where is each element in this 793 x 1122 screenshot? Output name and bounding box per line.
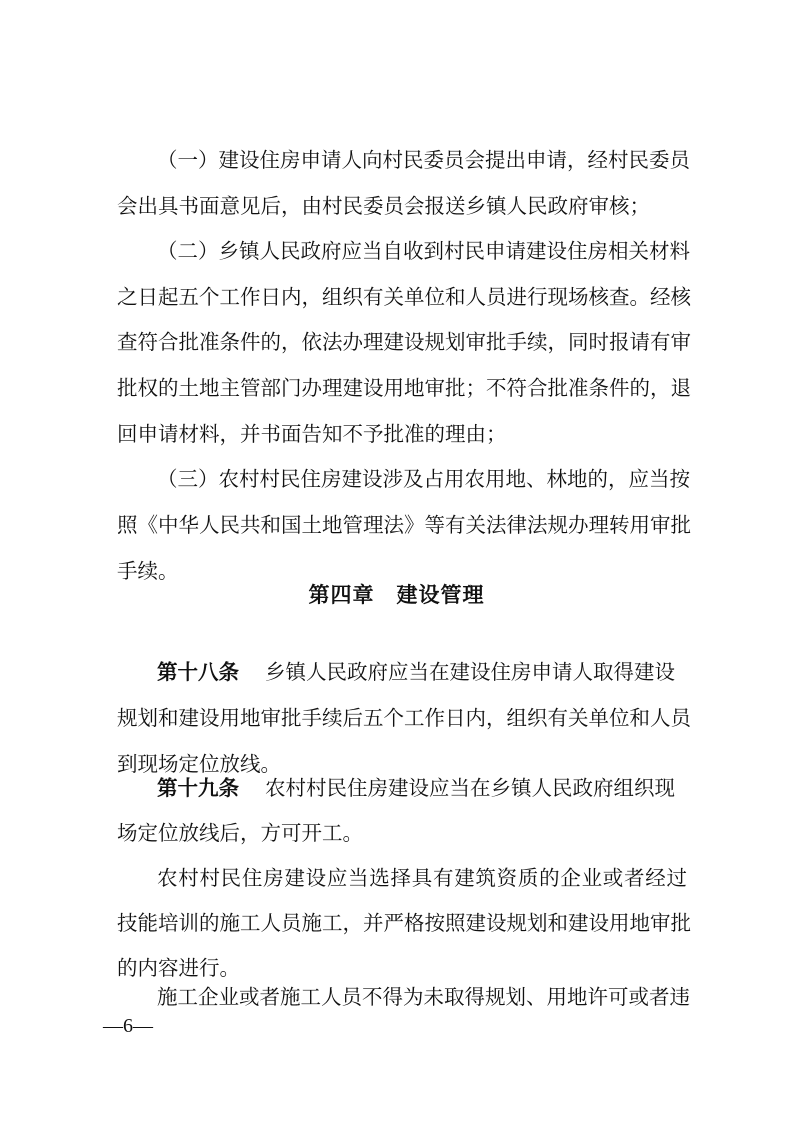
article-19-text: 农村村民住房建设应当在乡镇人民政府组织现 bbox=[265, 776, 675, 800]
paragraph-4-line-1: 农村村民住房建设应当选择具有建筑资质的企业或者经过 bbox=[157, 866, 687, 890]
paragraph-4-line-3: 的内容进行。 bbox=[117, 956, 240, 980]
page-number: —6— bbox=[103, 1015, 153, 1037]
paragraph-2-line-5: 回申请材料，并书面告知不予批准的理由； bbox=[117, 422, 507, 446]
article-19-label: 第十九条 bbox=[157, 776, 239, 800]
paragraph-3-line-2: 照《中华人民共和国土地管理法》等有关法律法规办理转用审批 bbox=[117, 513, 691, 537]
paragraph-2-line-3: 查符合批准条件的，依法办理建设规划审批手续，同时报请有审 bbox=[117, 330, 691, 354]
article-18-line-3: 到现场定位放线。 bbox=[117, 752, 281, 776]
paragraph-3-line-1: （三）农村村民住房建设涉及占用农用地、林地的，应当按 bbox=[157, 467, 690, 491]
article-18-line-2: 规划和建设用地审批手续后五个工作日内，组织有关单位和人员 bbox=[117, 706, 691, 730]
article-19-line-2: 场定位放线后，方可开工。 bbox=[117, 821, 363, 845]
chapter-heading: 第四章 建设管理 bbox=[308, 583, 485, 607]
article-18-label: 第十八条 bbox=[157, 660, 239, 684]
paragraph-3-line-3: 手续。 bbox=[117, 559, 179, 583]
paragraph-2-line-1: （二）乡镇人民政府应当自收到村民申请建设住房相关材料 bbox=[157, 239, 690, 263]
paragraph-1-line-1: （一）建设住房申请人向村民委员会提出申请，经村民委员 bbox=[157, 148, 690, 172]
paragraph-2-line-4: 批权的土地主管部门办理建设用地审批；不符合批准条件的，退 bbox=[117, 376, 691, 400]
paragraph-4-line-2: 技能培训的施工人员施工，并严格按照建设规划和建设用地审批 bbox=[117, 911, 691, 935]
article-18-text: 乡镇人民政府应当在建设住房申请人取得建设 bbox=[265, 660, 675, 684]
article-19-line-1 bbox=[157, 771, 687, 805]
article-18-line-1 bbox=[157, 655, 687, 689]
paragraph-2-line-2: 之日起五个工作日内，组织有关单位和人员进行现场核查。经核 bbox=[117, 285, 691, 309]
paragraph-5-line-1: 施工企业或者施工人员不得为未取得规划、用地许可或者违 bbox=[157, 985, 690, 1009]
paragraph-1-line-2: 会出具书面意见后，由村民委员会报送乡镇人民政府审核； bbox=[117, 194, 650, 218]
